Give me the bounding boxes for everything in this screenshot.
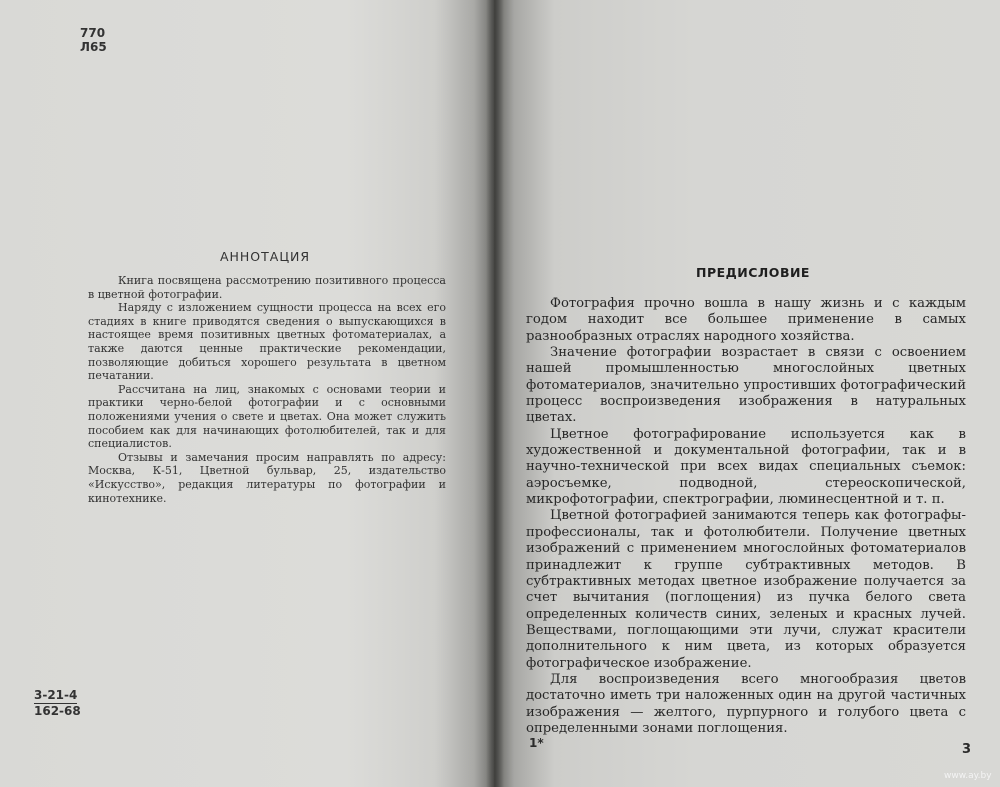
publication-code-line: 162-68: [34, 704, 81, 718]
page-number: 3: [962, 742, 972, 757]
classification-number: 770: [80, 26, 106, 40]
author-mark: Л65: [80, 40, 107, 54]
preface-text: [526, 296, 966, 737]
left-page: [0, 0, 494, 787]
publication-code: [34, 688, 81, 719]
annotation-heading: АННОТАЦИЯ: [219, 249, 311, 264]
publication-code-line: 3-21-4: [34, 688, 78, 702]
preface-paragraph: Для воспроизведения всего многообразия цветов достаточно иметь три наложенных один на другой частичных изображения — желтого, пурпурного и голубого цвета с определенными зонами поглощения.: [526, 671, 966, 736]
annotation-paragraph: Наряду с изложением сущности процесса на всех его стадиях в книге приводятся сведения о выпускающихся в настоящее время позитивных цветных фотоматериалах, а также даются ценные практические рекомендации, позволяющие добиться хорошего результата в цветном печатании.: [88, 301, 446, 383]
signature-mark: 1*: [529, 736, 544, 750]
preface-heading: ПРЕДИСЛОВИЕ: [696, 265, 810, 280]
preface-paragraph: Цветной фотографией занимаются теперь как фотографы-профессионалы, так и фотолюбители. Получение цветных изображений с применением многослойных фотоматериалов принадлежит к группе субтрактивных методов. В субтрактивных методах цветное изображение получается за счет вычитания (поглощения) из пучка белого света определенных количеств синих, зеленых и красных лучей. Веществами, поглощающими эти лучи, служат красители дополнительного к ним цвета, из которых образуется фотографическое изображение.: [526, 508, 966, 671]
annotation-paragraph: Книга посвящена рассмотрению позитивного процесса в цветной фотографии.: [88, 274, 446, 301]
preface-paragraph: Цветное фотографирование используется как в художественной и документальной фотографии, так и в научно-технической при всех видах специальных съемок: аэросъемке, подводной, стереоскопической, микрофотографии, спектрографии, люминесцентной и т. п.: [526, 426, 966, 508]
annotation-paragraph: Рассчитана на лиц, знакомых с основами теории и практики черно-белой фотографии и с основными положениями учения о свете и цветах. Она может служить пособием как для начинающих фотолюбителей, так и для специалистов.: [88, 382, 446, 451]
library-classification-code: [80, 26, 107, 54]
book-gutter: [486, 0, 504, 787]
annotation-paragraph: Отзывы и замечания просим направлять по адресу: Москва, К-51, Цветной бульвар, 25, издательство «Искусство», редакция литературы по фотографии и кинотехнике.: [88, 450, 446, 505]
preface-paragraph: Значение фотографии возрастает в связи с освоением нашей промышленностью многослойных цветных фотоматериалов, значительно упростивших фотографический процесс воспроизведения изображения в натуральных цветах.: [526, 345, 966, 426]
annotation-text: [88, 274, 446, 505]
site-watermark: www.ay.by: [944, 771, 992, 781]
preface-paragraph: Фотография прочно вошла в нашу жизнь и с каждым годом находит все большее применение в самых разнообразных отраслях народного хозяйства.: [526, 296, 966, 344]
